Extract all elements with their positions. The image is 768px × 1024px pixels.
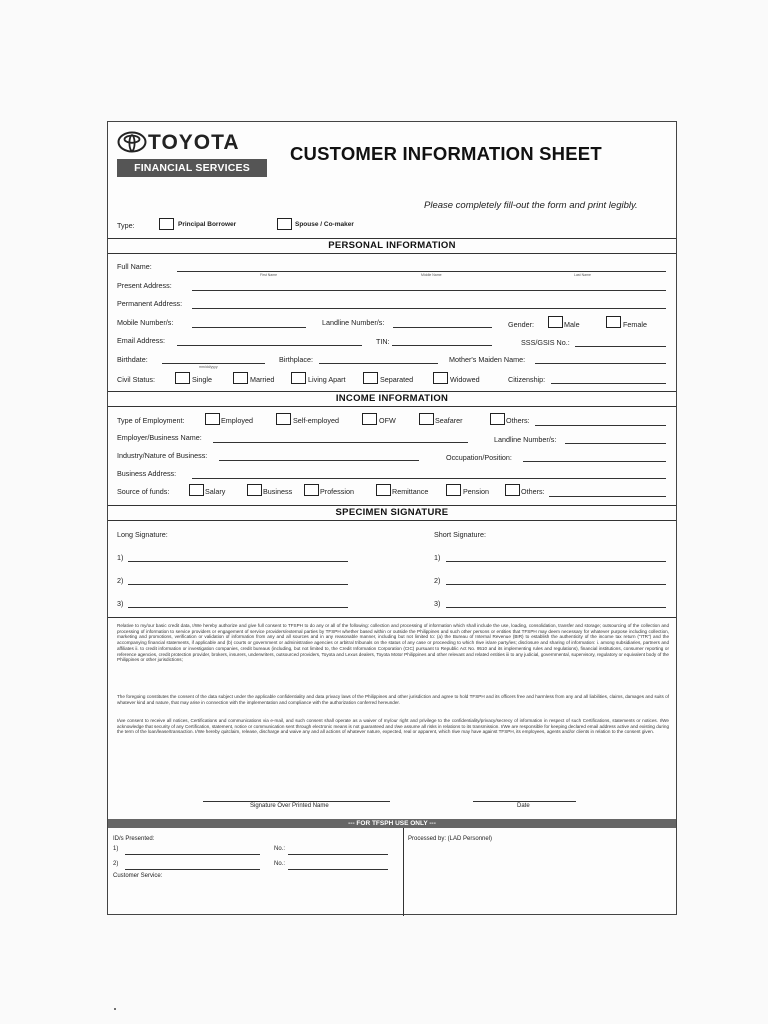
office-use-banner: --- FOR TFSPH USE ONLY ---: [108, 819, 676, 828]
employer-name-input[interactable]: [213, 442, 468, 443]
scan-speck: [114, 1008, 116, 1010]
short-signature-3-input[interactable]: [446, 607, 666, 608]
birthdate-label: Birthdate:: [117, 355, 148, 364]
seafarer-checkbox[interactable]: [419, 413, 434, 425]
form-instruction: Please completely fill-out the form and print legibly.: [424, 200, 638, 211]
industry-input[interactable]: [219, 460, 419, 461]
others-employment-checkbox[interactable]: [490, 413, 505, 425]
toyota-emblem-icon: [117, 131, 147, 153]
mothers-maiden-name-label: Mother's Maiden Name:: [449, 355, 526, 364]
income-information-heading: INCOME INFORMATION: [335, 393, 449, 404]
present-address-input[interactable]: [192, 290, 666, 291]
industry-label: Industry/Nature of Business:: [117, 451, 208, 460]
profession-checkbox[interactable]: [304, 484, 319, 496]
birthplace-label: Birthplace:: [279, 355, 313, 364]
source-of-funds-label: Source of funds:: [117, 487, 170, 496]
female-checkbox[interactable]: [606, 316, 621, 328]
ofw-checkbox[interactable]: [362, 413, 377, 425]
employed-label: Employed: [221, 416, 253, 425]
male-label: Male: [564, 320, 580, 329]
permanent-address-input[interactable]: [192, 308, 666, 309]
business-landline-input[interactable]: [565, 443, 666, 444]
brand-name: TOYOTA: [148, 131, 240, 154]
last-name-hint: Last Name: [574, 273, 591, 277]
mobile-number-input[interactable]: [192, 327, 306, 328]
signature-over-printed-name-label: Signature Over Printed Name: [250, 803, 329, 809]
id-number: 2): [113, 861, 119, 867]
employer-name-label: Employer/Business Name:: [117, 433, 202, 442]
present-address-label: Present Address:: [117, 281, 172, 290]
birthdate-input[interactable]: [162, 363, 265, 364]
birthplace-input[interactable]: [319, 363, 438, 364]
principal-borrower-label: Principal Borrower: [178, 221, 237, 228]
customer-service-label: Customer Service:: [113, 873, 163, 879]
business-address-label: Business Address:: [117, 469, 177, 478]
long-signature-number: 3): [117, 599, 124, 608]
others-funds-checkbox[interactable]: [505, 484, 520, 496]
id-1-no-label: No.:: [274, 846, 286, 852]
brand-subtitle: FINANCIAL SERVICES: [117, 159, 267, 177]
full-name-input[interactable]: [177, 271, 666, 272]
salary-label: Salary: [205, 487, 226, 496]
short-signature-label: Short Signature:: [434, 530, 486, 539]
others-employment-input[interactable]: [535, 425, 666, 426]
ofw-label: OFW: [379, 416, 396, 425]
consent-paragraph-1: Relative to my/our basic credit data, I/We hereby authorize and give full consent to TFSPH to do any or all of the following: collection and processing of information which shall include the use, loading, consolidation, transfer and storage; outsourcing of the collection and processing of information to service providers or engagement of service providers/external parties by TFSPH whether based within or outside the Philippines and such other persons or entities that TFSPH may deem necessary for whatever purpose including collection, marketing and promotions, verification or validation of information from any and all sources and in any reasonable manner, including but not limited to: (a) the Bureau of Internal Revenue (BIR) to establish the authenticity of the income tax return ("ITR") and the accompanying financial statements, if applicable and (b) courts or government or administrative agencies or arbitral tribunals on the status of any case or proceeding to which I/we is/are party/ies; disclosure and sharing of information: i. among subsidiaries, partners and affiliates ii. to credit information or investigation companies, credit bureaus (including, but not limited to, the Credit Information Corporation (CIC) pursuant to Republic Act No. 9510 and its implementing rules and regulations), financial institutions, consumer reporting or reference agencies, credit protection provider, brokers, insurers, underwriters, outsourced providers, Toyota and Lexus dealers, Toyota Motor Philippines and other relevant and related entities iii to any judicial, governmental, supervisory, regulatory or equivalent body of the Philippines or other jurisdictions;: [117, 623, 669, 663]
widowed-checkbox[interactable]: [433, 372, 448, 384]
date-input[interactable]: [473, 801, 576, 802]
salary-checkbox[interactable]: [189, 484, 204, 496]
male-checkbox[interactable]: [548, 316, 563, 328]
long-signature-1-input[interactable]: [128, 561, 348, 562]
personal-information-heading: PERSONAL INFORMATION: [328, 240, 456, 251]
living-apart-checkbox[interactable]: [291, 372, 306, 384]
long-signature-2-input[interactable]: [128, 584, 348, 585]
self-employed-label: Self-employed: [293, 416, 339, 425]
birthdate-format-hint: mm/dd/yyyy: [199, 365, 218, 369]
divider: [108, 520, 676, 521]
processed-by-label: Processed by: (LAD Personnel): [408, 836, 493, 842]
employment-type-label: Type of Employment:: [117, 416, 185, 425]
widowed-label: Widowed: [450, 375, 480, 384]
email-address-input[interactable]: [177, 345, 362, 346]
long-signature-label: Long Signature:: [117, 530, 168, 539]
spouse-comaker-label: Spouse / Co-maker: [295, 221, 354, 228]
consent-paragraph-2: The foregoing constitutes the consent of the data subject under the applicable confidentiality and data privacy laws of the Philippines and other jurisdiction and agree to hold TFSPH and its officers free and harmless from any and all liabilities, claims, damages and suits of whatever kind and nature, that may arise in connection with the implementation and compliance with the authorization conferred hereunder.: [117, 694, 669, 705]
landline-number-label: Landline Number/s:: [322, 318, 385, 327]
pension-label: Pension: [463, 487, 489, 496]
occupation-label: Occupation/Position:: [446, 453, 512, 462]
business-checkbox[interactable]: [247, 484, 262, 496]
office-column-divider: [403, 828, 404, 916]
employed-checkbox[interactable]: [205, 413, 220, 425]
separated-label: Separated: [380, 375, 414, 384]
principal-borrower-checkbox[interactable]: [159, 218, 174, 230]
middle-name-hint: Middle Name: [421, 273, 442, 277]
customer-information-sheet: [107, 121, 677, 915]
divider: [108, 238, 676, 239]
self-employed-checkbox[interactable]: [276, 413, 291, 425]
married-label: Married: [250, 375, 275, 384]
short-signature-1-input[interactable]: [446, 561, 666, 562]
divider: [108, 617, 676, 618]
others-funds-label: Others:: [521, 487, 545, 496]
separated-checkbox[interactable]: [363, 372, 378, 384]
id-number: 1): [113, 846, 119, 852]
business-address-input[interactable]: [192, 478, 666, 479]
spouse-comaker-checkbox[interactable]: [277, 218, 292, 230]
sss-gsis-label: SSS/GSIS No.:: [521, 338, 570, 347]
remittance-label: Remittance: [392, 487, 429, 496]
long-signature-3-input[interactable]: [128, 607, 348, 608]
business-landline-label: Landline Number/s:: [494, 435, 557, 444]
sss-gsis-input[interactable]: [575, 346, 666, 347]
first-name-hint: First Name: [260, 273, 278, 277]
mobile-number-label: Mobile Number/s:: [117, 318, 174, 327]
full-name-label: Full Name:: [117, 262, 152, 271]
occupation-input[interactable]: [523, 461, 666, 462]
tin-label: TIN:: [376, 337, 390, 346]
id-2-no-input[interactable]: [288, 869, 388, 870]
citizenship-input[interactable]: [551, 383, 666, 384]
single-label: Single: [192, 375, 212, 384]
divider: [108, 391, 676, 392]
short-signature-number: 1): [434, 553, 441, 562]
seafarer-label: Seafarer: [435, 416, 463, 425]
type-label: Type:: [117, 221, 135, 230]
citizenship-label: Citizenship:: [508, 375, 546, 384]
consent-paragraph-3: I/we consent to receive all notices, Certifications and communications via e-mail, and such consent shall operate as a waiver of my/our right and privilege to the confidentiality/privacy/secrecy of information in respect of such Certifications, statements or notices. I/We acknowledge that security of any Certification, statement, notice or communication sent through electronic means is not guaranteed and I/we assume all risks in relations to its transmission. I/We are responsible for keeping declared email address active and existing during the term of the loan/lease/transaction. I/We hereby quitclaim, release, discharge and waive any and all actions of whatever nature, expected, real or apparent, which I/we may have against TFSPH, its employees, agents and/or clients in relation to the consent given.: [117, 718, 669, 735]
permanent-address-label: Permanent Address:: [117, 299, 183, 308]
pension-checkbox[interactable]: [446, 484, 461, 496]
short-signature-number: 3): [434, 599, 441, 608]
short-signature-number: 2): [434, 576, 441, 585]
landline-number-input[interactable]: [393, 327, 492, 328]
long-signature-number: 2): [117, 576, 124, 585]
gender-label: Gender:: [508, 320, 534, 329]
others-employment-label: Others:: [506, 416, 530, 425]
female-label: Female: [623, 320, 647, 329]
signature-over-printed-name-input[interactable]: [203, 801, 390, 802]
business-label: Business: [263, 487, 293, 496]
divider: [108, 253, 676, 254]
mothers-maiden-name-input[interactable]: [535, 363, 666, 364]
divider: [108, 505, 676, 506]
divider: [108, 406, 676, 407]
married-checkbox[interactable]: [233, 372, 248, 384]
long-signature-number: 1): [117, 553, 124, 562]
others-funds-input[interactable]: [549, 496, 666, 497]
single-checkbox[interactable]: [175, 372, 190, 384]
living-apart-label: Living Apart: [308, 375, 346, 384]
id-1-no-input[interactable]: [288, 854, 388, 855]
email-address-label: Email Address:: [117, 336, 165, 345]
remittance-checkbox[interactable]: [376, 484, 391, 496]
ids-presented-label: ID/s Presented:: [113, 836, 155, 842]
civil-status-label: Civil Status:: [117, 375, 155, 384]
form-title: CUSTOMER INFORMATION SHEET: [290, 143, 602, 164]
specimen-signature-heading: SPECIMEN SIGNATURE: [335, 507, 449, 518]
date-label: Date: [517, 803, 530, 809]
short-signature-2-input[interactable]: [446, 584, 666, 585]
id-2-input[interactable]: [125, 869, 260, 870]
tin-input[interactable]: [392, 345, 492, 346]
id-1-input[interactable]: [125, 854, 260, 855]
id-2-no-label: No.:: [274, 861, 286, 867]
profession-label: Profession: [320, 487, 354, 496]
